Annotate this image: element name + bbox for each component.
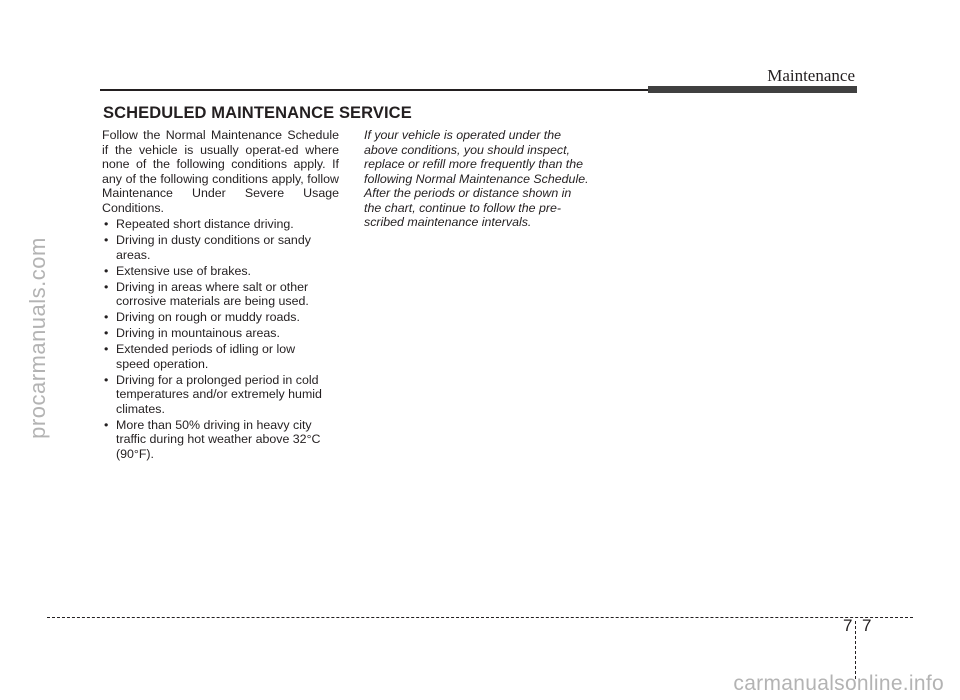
page-title: SCHEDULED MAINTENANCE SERVICE — [103, 104, 412, 122]
right-column — [364, 128, 601, 230]
bullet-icon: • — [104, 233, 109, 247]
intro-paragraph: Follow the Normal Maintenance Schedule if the vehicle is usually operat-ed where none of the following conditions apply. If any of the following conditions apply, follow Maintenance Under Severe Usage Conditions. — [102, 128, 339, 215]
page-number-divider — [855, 621, 856, 679]
list-item — [102, 217, 339, 232]
section-label: Maintenance — [767, 66, 855, 85]
bullet-icon: • — [104, 279, 109, 294]
bullet-icon: • — [104, 372, 109, 387]
list-item-text: Extensive use of brakes. — [116, 263, 251, 278]
bullet-icon: • — [104, 263, 109, 278]
left-column — [102, 128, 339, 461]
list-item-text: More than 50% driving in heavy city traffic during hot weather above 32°C (90°F). — [116, 417, 321, 461]
list-item — [102, 342, 339, 371]
header-bar — [648, 86, 857, 93]
severe-usage-note: If your vehicle is operated under the above conditions, you should inspect, replace or refill more frequently than the following Normal Maintenance Schedule. After the periods or distance shown in the chart, continue to follow the pre- scribed maintenance intervals. — [364, 128, 589, 229]
bottom-watermark: carmanualsonline.info — [733, 672, 944, 695]
list-item-text: Driving on rough or muddy roads. — [116, 310, 300, 324]
chapter-number: 7 — [843, 616, 853, 635]
bullet-icon: • — [104, 342, 109, 356]
side-watermark: procarmanuals.com — [25, 237, 50, 439]
bullet-icon: • — [104, 417, 109, 432]
bullet-icon: • — [104, 310, 109, 324]
list-item — [102, 310, 339, 325]
bullet-icon: • — [104, 217, 109, 231]
list-item — [102, 264, 339, 279]
list-item — [102, 373, 339, 417]
list-item-text: Driving for a prolonged period in cold temperatures and/or extremely humid climates. — [116, 372, 322, 416]
severe-conditions-list — [102, 217, 339, 461]
list-item — [102, 233, 339, 262]
list-item-text: Driving in areas where salt or other corrosive materials are being used. — [116, 279, 309, 308]
list-item — [102, 418, 339, 462]
list-item-text: Extended periods of idling or low speed operation. — [116, 342, 296, 371]
list-item — [102, 326, 339, 341]
page-number: 7 — [862, 616, 872, 635]
footer-rule — [47, 617, 913, 618]
list-item-text: Driving in mountainous areas. — [116, 326, 280, 340]
list-item-text: Driving in dusty conditions or sandy areas. — [116, 233, 311, 262]
bullet-icon: • — [104, 326, 109, 340]
list-item — [102, 280, 339, 309]
list-item-text: Repeated short distance driving. — [116, 217, 294, 231]
header-rule — [100, 89, 648, 91]
